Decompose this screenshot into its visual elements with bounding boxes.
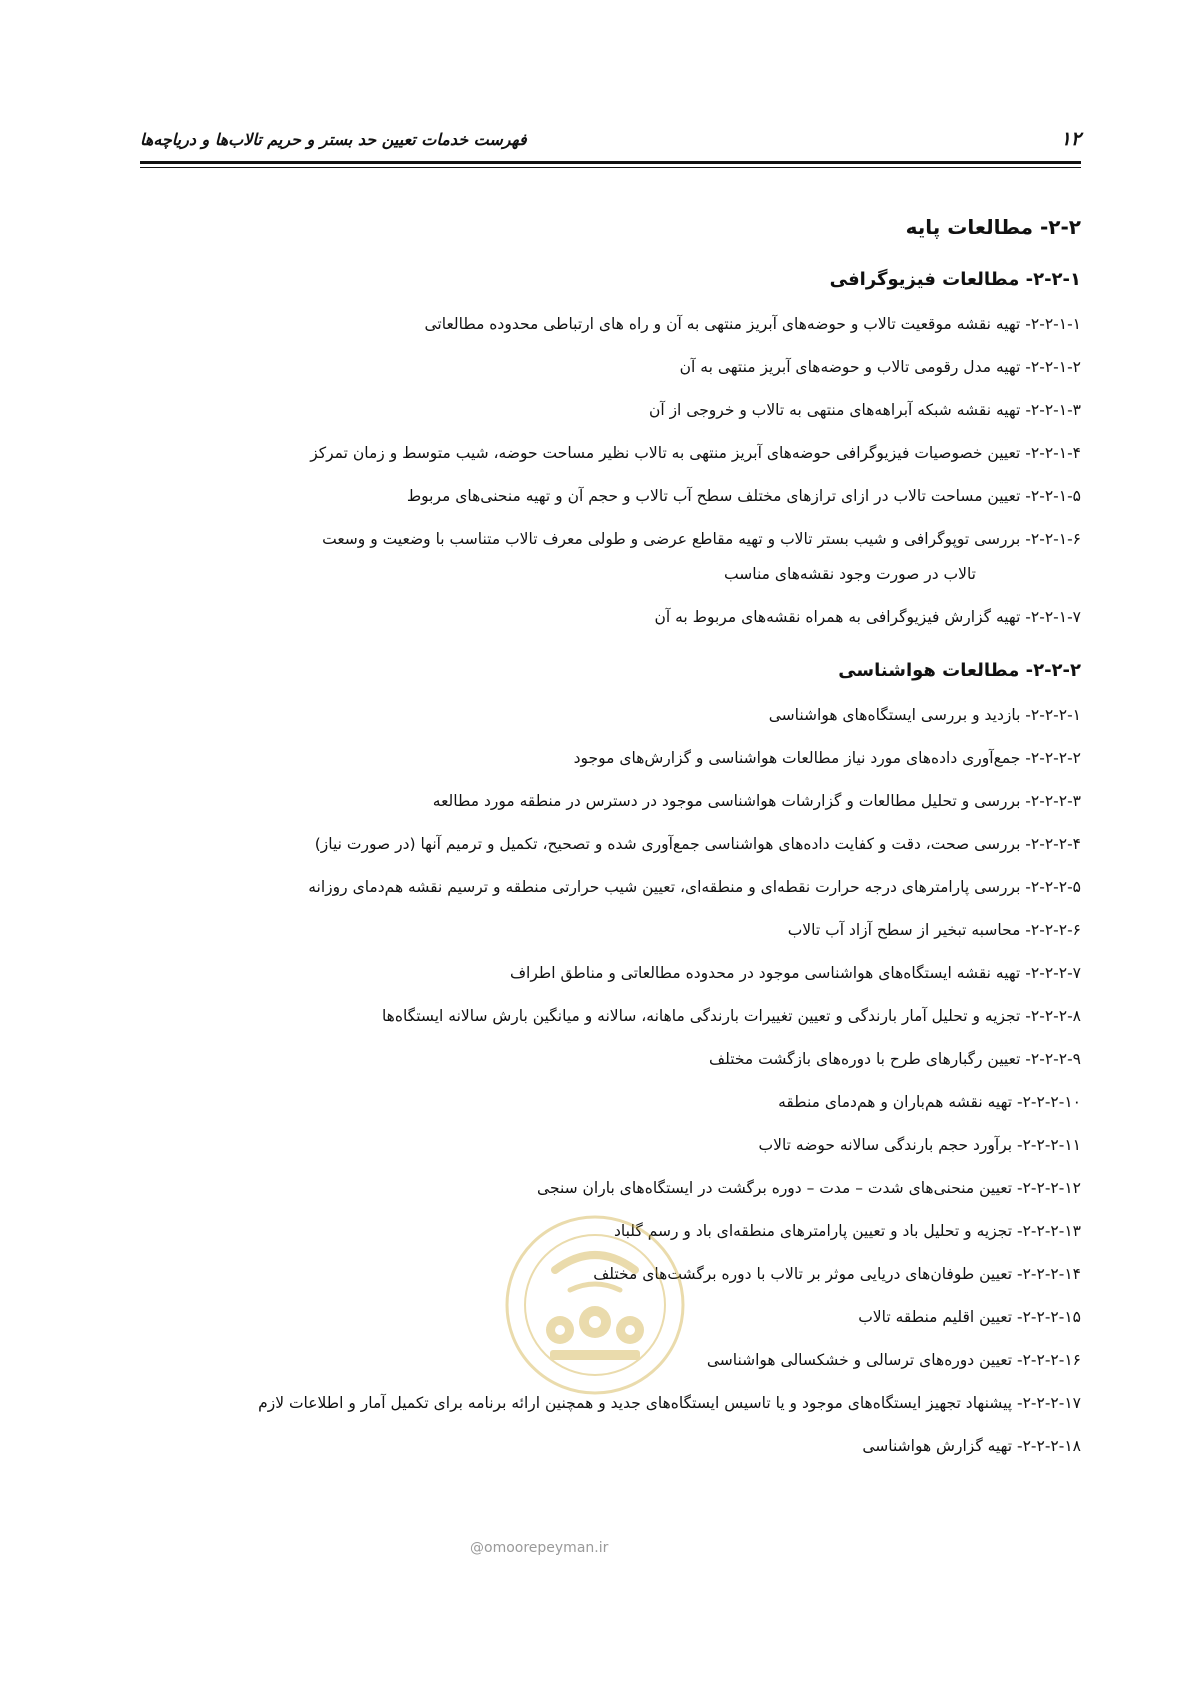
list-item: ۲-۲-۲-۱۸- تهیه گزارش هواشناسی — [862, 1437, 1081, 1455]
list-item: ۲-۲-۲-۱۷- پیشنهاد تجهیز ایستگاه‌های موجود و یا تاسیس ایستگاه‌های جدید و همچنین ارائه برنامه برای تکمیل آمار و اطلاعات لازم — [258, 1394, 1081, 1412]
list-item-line: تالاب در صورت وجود نقشه‌های مناسب — [724, 565, 976, 583]
watermark-url: @omoorepeyman.ir — [470, 1540, 609, 1556]
subsection-heading-meteorology: ۲-۲-۲- مطالعات هواشناسی — [838, 660, 1081, 681]
running-header — [140, 128, 1081, 150]
list-item-continuation — [80, 562, 1081, 587]
header-rule-thin — [140, 167, 1081, 168]
list-item: ۲-۲-۱-۳- تهیه نقشه شبکه آبراهه‌های منتهی به تالاب و خروجی از آن — [648, 401, 1081, 419]
list-item: ۲-۲-۲-۱۶- تعیین دوره‌های ترسالی و خشکسالی هواشناسی — [706, 1351, 1081, 1369]
list-item-line: ۲-۲-۱-۶- بررسی توپوگرافی و شیب بستر تالاب و تهیه مقاطع عرضی و طولی معرف تالاب متناسب با وضعیت و وسعت — [322, 530, 1081, 548]
list-item: ۲-۲-۲-۵- بررسی پارامترهای درجه حرارت نقطه‌ای و منطقه‌ای، تعیین شیب حرارتی منطقه و ترسیم نقشه هم‌دمای روزانه — [308, 878, 1081, 896]
list-item: ۲-۲-۲-۱۰- تهیه نقشه هم‌باران و هم‌دمای منطقه — [778, 1093, 1081, 1111]
list-item: ۲-۲-۲-۷- تهیه نقشه ایستگاه‌های هواشناسی موجود در محدوده مطالعاتی و مناطق اطراف — [509, 964, 1081, 982]
header-rule-thick — [140, 161, 1081, 164]
list-item: ۲-۲-۲-۸- تجزیه و تحلیل آمار بارندگی و تعیین تغییرات بارندگی ماهانه، سالانه و میانگین بارش سالانه ایستگاه‌ها — [381, 1007, 1081, 1025]
list-item: ۲-۲-۲-۹- تعیین رگبارهای طرح با دوره‌های بازگشت مختلف — [709, 1050, 1081, 1068]
list-item: ۲-۲-۱-۴- تعیین خصوصیات فیزیوگرافی حوضه‌های آبریز منتهی به تالاب نظیر مساحت حوضه، شیب متوسط و زمان تمرکز — [310, 444, 1081, 462]
list-item: ۲-۲-۲-۲- جمع‌آوری داده‌های مورد نیاز مطالعات هواشناسی و گزارش‌های موجود — [573, 749, 1081, 767]
list-item: ۲-۲-۱-۱- تهیه نقشه موقعیت تالاب و حوضه‌های آبریز منتهی به آن و راه های ارتباطی محدوده مطالعاتی — [424, 315, 1081, 333]
list-item: ۲-۲-۱-۲- تهیه مدل رقومی تالاب و حوضه‌های آبریز منتهی به آن — [679, 358, 1081, 376]
list-item: ۲-۲-۱-۷- تهیه گزارش فیزیوگرافی به همراه نقشه‌های مربوط به آن — [654, 608, 1081, 626]
list-item: ۲-۲-۲-۱۵- تعیین اقلیم منطقه تالاب — [858, 1308, 1081, 1326]
list-item: ۲-۲-۱-۵- تعیین مساحت تالاب در ازای ترازهای مختلف سطح آب تالاب و حجم آن و تهیه منحنی‌های مربوط — [406, 487, 1081, 505]
section-heading: ۲-۲- مطالعات پایه — [905, 215, 1081, 239]
subsection-heading-physiography: ۲-۲-۱- مطالعات فیزیوگرافی — [829, 269, 1081, 290]
list-item: ۲-۲-۲-۶- محاسبه تبخیر از سطح آزاد آب تالاب — [787, 921, 1081, 939]
list-item: ۲-۲-۲-۱۳- تجزیه و تحلیل باد و تعیین پارامترهای منطقه‌ای باد و رسم گلباد — [613, 1222, 1081, 1240]
list-item: ۲-۲-۲-۱۴- تعیین طوفان‌های دریایی موثر بر تالاب با دوره برگشت‌های مختلف — [593, 1265, 1081, 1283]
list-item: ۲-۲-۲-۱- بازدید و بررسی ایستگاه‌های هواشناسی — [768, 706, 1081, 724]
book-title: فهرست خدمات تعیین حد بستر و حریم تالاب‌ها و دریاچه‌ها — [140, 130, 527, 149]
page-content — [80, 215, 1081, 1477]
list-item: ۲-۲-۲-۳- بررسی و تحلیل مطالعات و گزارشات هواشناسی موجود در دسترس در منطقه مورد مطالعه — [432, 792, 1081, 810]
list-item: ۲-۲-۲-۴- بررسی صحت، دقت و کفایت داده‌های هواشناسی جمع‌آوری شده و تصحیح، تکمیل و ترمیم آنها (در صورت نیاز) — [314, 835, 1081, 853]
list-item: ۲-۲-۲-۱۲- تعیین منحنی‌های شدت – مدت – دوره برگشت در ایستگاه‌های باران سنجی — [537, 1179, 1081, 1197]
page-number: ۱۲ — [1060, 128, 1081, 150]
list-item: ۲-۲-۲-۱۱- برآورد حجم بارندگی سالانه حوضه تالاب — [758, 1136, 1081, 1154]
list-item — [80, 527, 1081, 552]
